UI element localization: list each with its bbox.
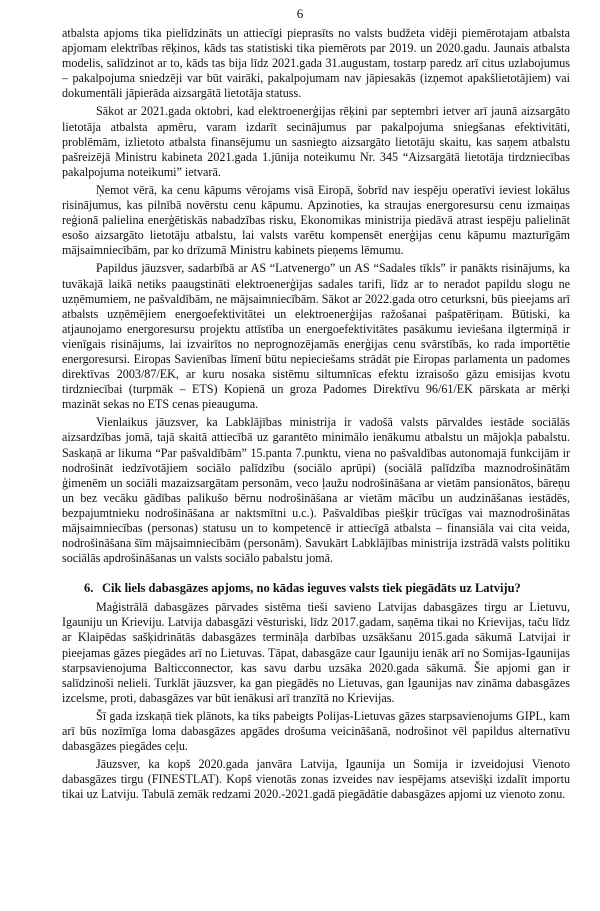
- paragraph: Ņemot vērā, ka cenu kāpums vērojams visā Eiropā, šobrīd nav iespēju operatīvi ieviest lokālus risinājumus, kas pilnībā novērstu cenu kāpumu. Apzinoties, ka straujas energoresursu cenu izmaiņas reģionā palielina enerģētiskās nabadzības risku, Ekonomikas ministrija piedāvā atrast iespēju palielināt esošo aizsargāto lietotāju atbalstu, lai valsts varētu kompensēt enerģijas cenu kāpumu mazturīgām mājsaimniecībām, par ko drīzumā Ministru kabinets pieņems lēmumu.: [62, 182, 570, 258]
- paragraph: Jāuzsver, ka kopš 2020.gada janvāra Latvija, Igaunija un Somija ir izveidojusi Vienoto dabasgāzes tirgu (FINESTLAT). Kopš vienotās zonas izveides nav iespējams atsevišķi izdalīt importu tikai uz Latviju. Tabulā zemāk redzami 2020.-2021.gadā piegādātie dabasgāzes apjomi uz vienoto zonu.: [62, 757, 570, 802]
- paragraph: Sākot ar 2021.gada oktobri, kad elektroenerģijas rēķini par septembri ietver arī jaunā aizsargāto lietotāja atbalsta apmēru, varam izdarīt secinājumus par pakalpojuma sniegšanas efektivitāti, problēmām, izlietoto atbalsta finansējumu un sasniegto aizsargāto lietotāju skaitu, kas saņem atbalstu pašreizējā Ministru kabineta 2021.gada 1.jūnija noteikumu Nr. 345 “Aizsargātā lietotāja tirdzniecības pakalpojuma noteikumi” ietvarā.: [62, 104, 570, 179]
- paragraph: Maģistrālā dabasgāzes pārvades sistēma tieši savieno Latvijas dabasgāzes tirgu ar Lietuvu, Igauniju un Krieviju. Latvija dabasgāzi vēsturiski, līdz 2017.gadam, saņēma tikai no Krievijas, taču līdz ar Klaipēdas sašķidrinātās dabasgāzes termināļa darbības uzsākšanu 2015.gada sākumā Latvijai ir pieejamas gāzes piegādes arī no Lietuvas. Tāpat, dabasgāze caur Igauniju ienāk arī no Somijas-Igaunijas starpsavienojuma Balticconnector, kas savu darbu uzsāka 2020.gada sākumā. Šie apjomi gan ir salīdzinoši nelieli. Turklāt jāuzsver, ka gan piegādēs no Lietuvas, gan Igaunijas nav zināma dabasgāzes izcelsme, proti, dabasgāzes var būt ienākusi arī tranzītā no Krievijas.: [62, 600, 570, 705]
- paragraph: Vienlaikus jāuzsver, ka Labklājības ministrija ir vadošā valsts pārvaldes iestāde sociālās aizsardzības jomā, tajā skaitā attiecībā uz garantēto minimālo ienākumu atbalstu un mājokļa pabalstu. Saskaņā ar likuma “Par pašvaldībām” 15.panta 7.punktu, viena no pašvaldības autonomajā funkcijām ir nodrošināt iedzīvotājiem sociālo palīdzību (sociālo aprūpi) (sociālā palīdzība maznodrošinātām ģimenēm un sociāli mazaizsargātam personām, veco ļaužu nodrošināšana ar vietām pansionātos, bāreņu un bez vecāku gādības palikušo bērnu nodrošināšana ar vietām mācību un audzināšanas iestādēs, bezpajumtnieku nodrošināšana ar naktsmītni u.c.). Pašvaldības piešķir trūcīgas vai maznodrošinātas mājsaimniecības (personas) statusu un to kompetencē ir attiecīgā atbalsta – finansiāla vai cita veida, nodrošināšana šīm mājsaimniecībām (personām). Savukārt Labklājības ministrija izstrādā valsts politiku sociālās apdrošināšanas un valsts sociālo pabalstu jomā.: [62, 415, 570, 566]
- paragraph-continued: atbalsta apjoms tika pielīdzināts un attiecīgi pieprasīts no valsts budžeta vidēji piemērotajam atbalsta apjomam elektrības rēķinos, kāds tas statistiski tika piemērots par 2019. un 2020.gadu. Jaunais atbalsta modelis, salīdzinot ar to, kāds tas bija līdz 2021.gada 31.augustam, tostarp paredz arī citus uzlabojumus – pakalpojuma sniedzēji var būt vairāki, pakalpojumam nav jāpiesakās (izņemot apakšlietotājiem) vai dokumentāli jāpierāda aizsargātā lietotāja statuss.: [62, 26, 570, 101]
- paragraph: Šī gada izskaņā tiek plānots, ka tiks pabeigts Polijas-Lietuvas gāzes starpsavienojums GIPL, kam arī būs nozīmīga loma dabasgāzes apgādes drošuma veicināšanā, nodrošinot vēl papildus alternatīvu dabasgāzes piegādes ceļu.: [62, 708, 570, 754]
- document-body: [62, 26, 570, 806]
- section-title: Cik liels dabasgāzes apjoms, no kādas ieguves valsts tiek piegādāts uz Latviju?: [102, 581, 521, 596]
- paragraph: Papildus jāuzsver, sadarbībā ar AS “Latvenergo” un AS “Sadales tīkls” ir panākts risinājums, ka tuvākajā laikā netiks paaugstināti elektroenerģijas sadales tarifi, līdz ar to neradot papildu slogu ne uzņēmumiem, ne pašvaldībām, ne mājsaimniecībām. Sākot ar 2022.gada otro ceturksni, būs pieejams arī atbalsts uzņēmējiem energoefektivitātei un elektroenerģijas ražošanai pašpatēriņam. Būtiski, ka atjaunojamo energoresursu projektu attīstība un energoefektivitātes pasākumu ieviešana ilgtermiņā ir vienīgais risinājums, lai izvairītos no neprognozējamās enerģijas cenu svārstībās, ko rada importētie energoresursi. Eiropas Savienības līmenī būtu nepieciešams strādāt pie Eiropas parlamenta un padomes direktīvas 2003/87/EK, ar kuru nosaka sistēmu siltumnīcas efektu izraisošo gāzu emisijas kvotu tirdzniecībai (turpmāk – ETS) Kopienā un groza Padomes Direktīvu 96/61/EK pārskata ar mērķi mazināt sekas no ETS cenas pieauguma.: [62, 261, 570, 412]
- page-number: 6: [296, 6, 304, 21]
- section-heading: [62, 580, 570, 596]
- section-number: 6.: [84, 581, 94, 596]
